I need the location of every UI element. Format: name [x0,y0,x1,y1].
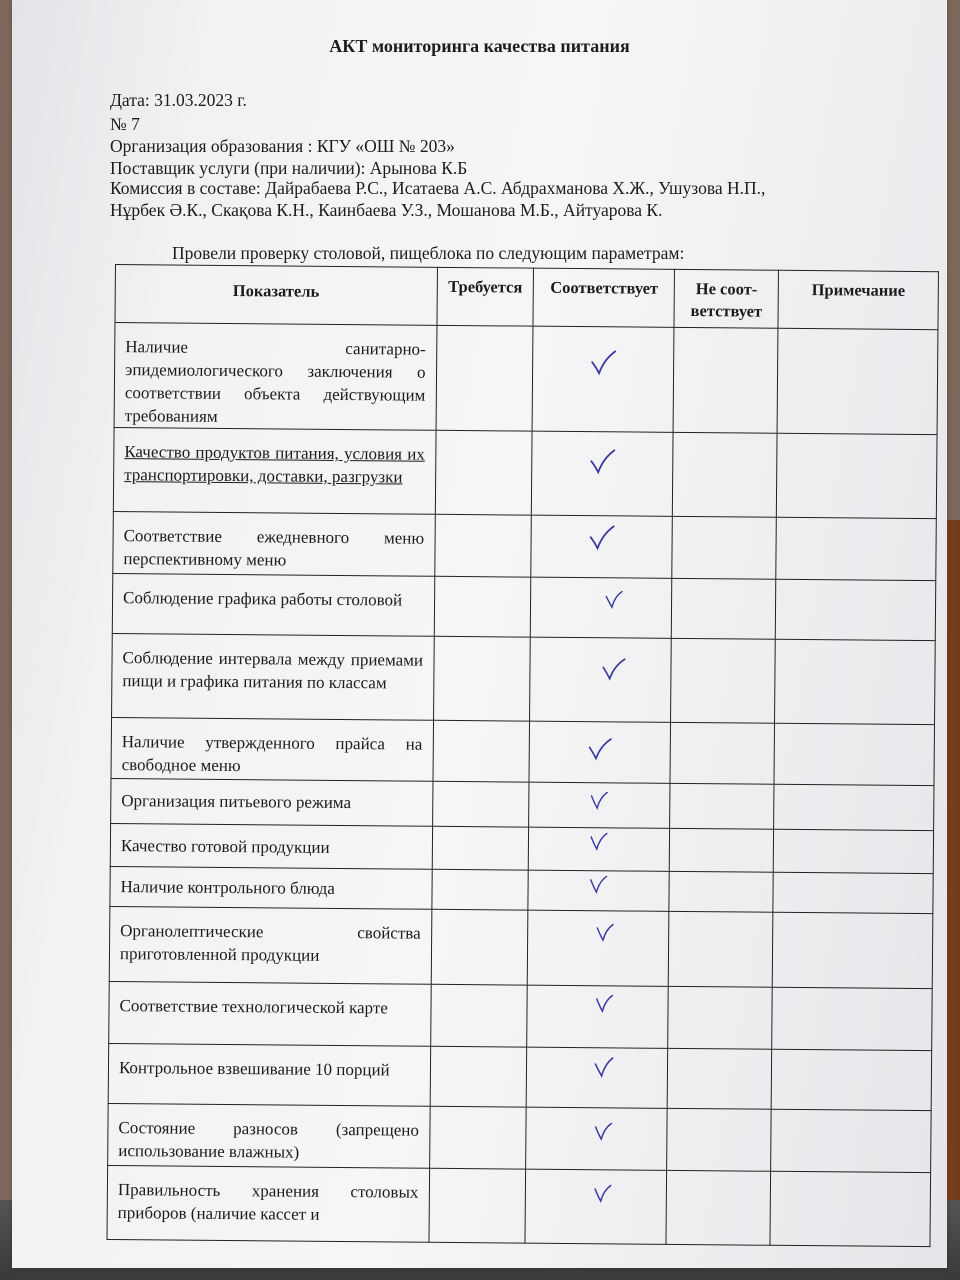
compliant-cell [529,782,670,828]
compliant-cell [528,870,669,911]
check-mark-icon [589,830,609,852]
compliant-cell [527,1047,668,1108]
check-mark-icon [589,873,609,895]
check-mark-icon [595,921,615,943]
check-mark-icon [590,789,610,811]
check-mark-icon [601,656,627,682]
required-cell [432,781,529,827]
compliant-cell [528,910,670,986]
table-row [109,906,933,988]
compliant-cell [527,985,668,1048]
note-cell [770,1171,930,1246]
indicator-cell: Состояние разносов (запрещено использование влажных) [108,1103,430,1168]
check-mark-icon [604,588,624,610]
compliant-cell [526,1107,667,1170]
note-cell [771,1049,931,1110]
note-cell [777,433,938,518]
check-mark-icon [595,992,615,1014]
indicator-cell: Наличие санитарно-эпидемиологического заключения о соответствии объекта действующим требованиям [114,323,436,431]
required-cell [432,720,529,782]
table-row [113,511,937,580]
compliant-cell [529,721,670,783]
compliant-cell [532,326,674,432]
header-non-compliant: Не соот-ветствует [674,269,778,328]
required-cell [429,1106,526,1169]
required-cell [436,325,534,431]
date-line: Дата: 31.03.2023 г. [110,90,247,110]
non-compliant-cell [671,638,776,723]
indicator-cell: Соблюдение интервала между приемами пищи и графика питания по классам [112,633,434,720]
commission-line-2: Нұрбек Ә.К., Скақова К.Н., Каинбаева У.З., Мошанова М.Б., Айтуарова К. [110,200,663,220]
intro-line: Провели проверку столовой, пищеблока по следующим параметрам: [172,243,685,263]
table-row [111,778,934,830]
indicator-cell: Организация питьевого режима [111,778,433,826]
check-mark-icon [593,1182,613,1204]
required-cell [432,826,529,870]
header-compliant: Соответствует [533,268,674,327]
required-cell [428,1168,526,1243]
indicator-cell: Контрольное взвешивание 10 порций [108,1043,430,1106]
indicator-cell: Правильность хранения столовых приборов (наличие кассет и [107,1165,429,1242]
indicator-cell [113,427,435,514]
compliant-cell [532,431,674,516]
non-compliant-cell [667,1048,771,1109]
table-header-row [115,265,938,330]
note-cell [773,829,933,873]
check-mark-icon [589,448,617,476]
table-row [108,1103,932,1172]
required-cell [430,984,527,1047]
non-compliant-cell [673,432,778,517]
non-compliant-cell [669,871,773,912]
header-note: Примечание [778,270,938,329]
table-row [109,981,933,1050]
note-cell [774,784,934,830]
indicator-cell: Соблюдение графика работы столовой [112,573,434,636]
supplier-line: Поставщик услуги (при наличии): Арынова К.Б [110,158,468,178]
compliant-cell [530,637,672,722]
indicator-cell: Соответствие ежедневного меню перспективному меню [113,511,435,576]
note-cell [777,328,938,434]
compliant-cell [531,515,672,578]
document-title: АКТ мониторинга качества питания [329,36,630,56]
table-row [110,823,933,873]
indicator-cell: Соответствие технологической карте [109,981,431,1046]
non-compliant-cell [670,828,774,872]
inspection-table [106,264,938,1247]
indicator-cell: Качество готовой продукции [110,823,432,869]
commission-line-1: Комиссия в составе: Дайрабаева Р.С., Исатаева А.С. Абдрахманова Х.Ж., Ушузова Н.П., [110,178,766,198]
table-row [107,1165,931,1246]
table-row [112,573,935,640]
non-compliant-cell [669,911,774,987]
note-cell [773,872,933,913]
compliant-cell [529,827,670,871]
header-indicator: Показатель [115,265,437,326]
non-compliant-cell [672,578,776,639]
note-cell [775,639,936,724]
note-cell [771,1109,931,1172]
non-compliant-cell [672,516,776,579]
non-compliant-cell [666,1170,771,1245]
required-cell [430,1046,527,1107]
note-cell [775,579,935,640]
indicator-cell: Наличие контрольного блюда [110,866,432,909]
non-compliant-cell [670,783,774,829]
indicator-cell: Наличие утвержденного прайса на свободное меню [111,717,433,781]
document-page [12,0,947,1268]
required-cell [431,869,528,910]
table-row [111,717,935,785]
compliant-cell [531,577,672,638]
note-cell [772,987,932,1050]
indicator-text: Качество продуктов питания, условия их транспортировки, доставки, разгрузки [124,442,425,487]
note-cell [776,517,936,580]
non-compliant-cell [668,986,772,1049]
note-cell [772,912,932,988]
required-cell [434,576,531,637]
check-mark-icon [588,524,616,552]
non-compliant-cell [667,1108,771,1171]
table-row [113,427,937,518]
check-mark-icon [593,1054,615,1080]
table-row [112,633,936,724]
number-line: № 7 [110,114,140,134]
table-row [114,323,938,435]
header-required: Требуется [436,267,533,326]
check-mark-icon [589,349,617,377]
required-cell [435,430,533,515]
indicator-cell: Органолептические свойства приготовленной продукции [109,906,431,984]
check-mark-icon [594,1120,614,1142]
required-cell [433,636,531,721]
compliant-cell [525,1169,667,1244]
non-compliant-cell [670,722,774,784]
note-cell [774,723,934,785]
check-mark-icon [587,736,613,762]
organization-line: Организация образования : КГУ «ОШ № 203» [110,136,455,156]
required-cell [431,909,529,985]
non-compliant-cell [673,327,778,433]
table-row [108,1043,931,1110]
required-cell [434,514,531,577]
